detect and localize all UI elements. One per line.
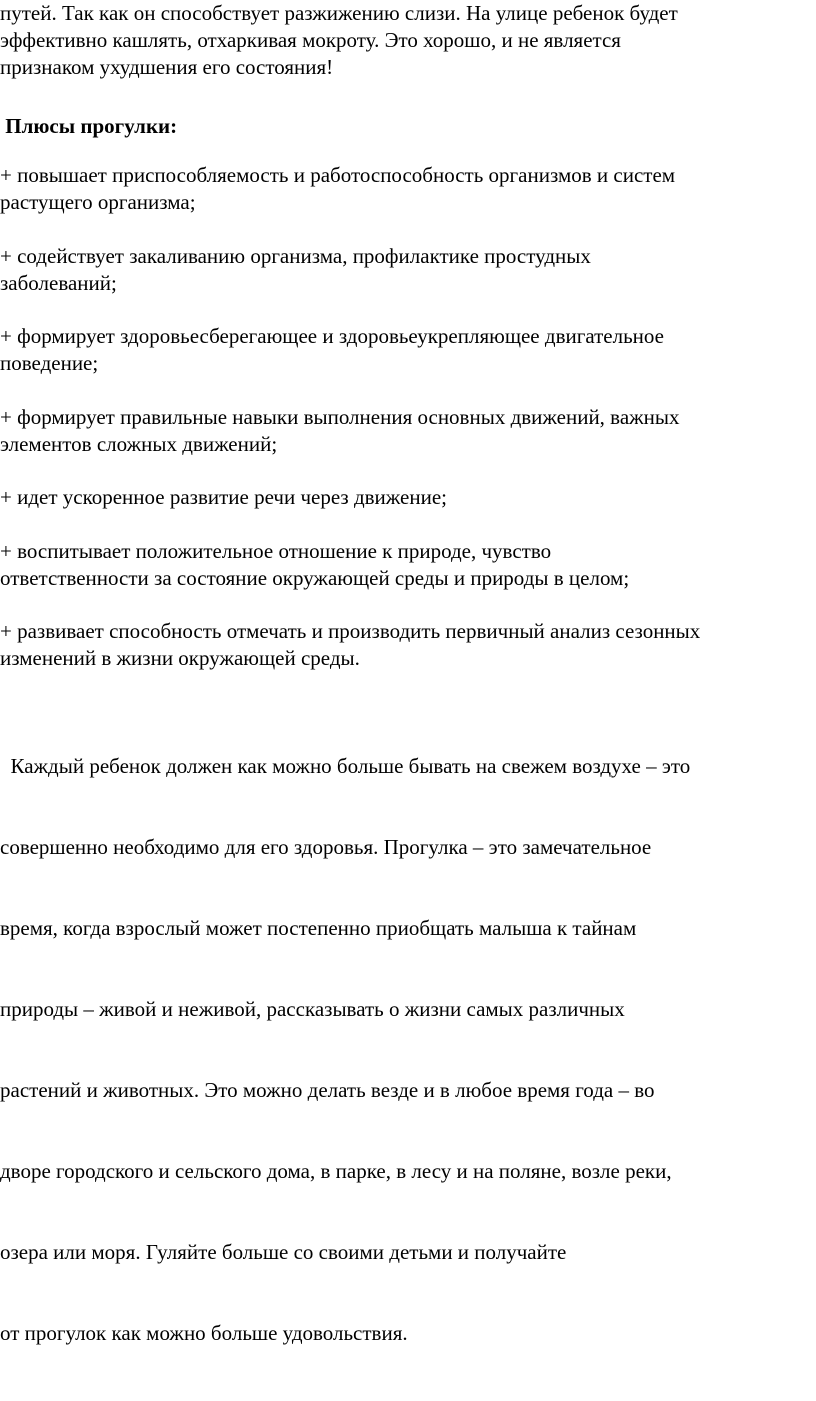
benefit-item xyxy=(0,484,447,511)
benefit-line: изменений в жизни окружающей среды. xyxy=(0,646,360,670)
benefit-line: + развивает способность отмечать и производить первичный анализ сезонных xyxy=(0,619,701,643)
benefit-line: + формирует здоровьесберегающее и здоровьеукрепляющее двигательное xyxy=(0,324,664,348)
closing-line: дворе городского и сельского дома, в парке, в лесу и на поляне, возле реки, xyxy=(0,1159,672,1183)
closing-line: растений и животных. Это можно делать везде и в любое время года – во xyxy=(0,1078,655,1102)
intro-line: эффективно кашлять, отхаркивая мокроту. Это хорошо, и не является xyxy=(0,28,621,52)
benefit-line: + идет ускоренное развитие речи через движение; xyxy=(0,485,447,509)
intro-paragraph xyxy=(0,0,678,81)
benefit-line: растущего организма; xyxy=(0,190,196,214)
benefit-item xyxy=(0,618,700,672)
closing-line: природы – живой и неживой, рассказывать о жизни самых различных xyxy=(0,997,625,1021)
intro-line: путей. Так как он способствует разжижению слизи. На улице ребенок будет xyxy=(0,1,678,25)
benefit-line: заболеваний; xyxy=(0,271,117,295)
closing-line: от прогулок как можно больше удовольствия. xyxy=(0,1321,408,1345)
benefit-item xyxy=(0,243,591,297)
closing-paragraph xyxy=(0,699,690,1401)
benefit-item xyxy=(0,323,664,377)
benefit-line: поведение; xyxy=(0,351,99,375)
benefit-line: + повышает приспособляемость и работоспособность организмов и систем xyxy=(0,163,676,187)
benefit-item xyxy=(0,538,629,592)
intro-line: признаком ухудшения его состояния! xyxy=(0,55,334,79)
closing-line: совершенно необходимо для его здоровья. Прогулка – это замечательное xyxy=(0,835,652,859)
benefit-item xyxy=(0,404,680,458)
benefit-line: + воспитывает положительное отношение к природе, чувство xyxy=(0,539,552,563)
benefit-line: элементов сложных движений; xyxy=(0,432,278,456)
closing-line: озера или моря. Гуляйте больше со своими детьми и получайте xyxy=(0,1240,567,1264)
benefit-line: + формирует правильные навыки выполнения основных движений, важных xyxy=(0,405,680,429)
closing-line: Каждый ребенок должен как можно больше бывать на свежем воздухе – это xyxy=(0,754,691,778)
closing-line: время, когда взрослый может постепенно приобщать малыша к тайнам xyxy=(0,916,637,940)
benefit-line: ответственности за состояние окружающей среды и природы в целом; xyxy=(0,566,630,590)
benefit-line: + содействует закаливанию организма, профилактике простудных xyxy=(0,244,591,268)
benefit-item xyxy=(0,162,675,216)
section-heading: Плюсы прогулки: xyxy=(0,114,178,138)
